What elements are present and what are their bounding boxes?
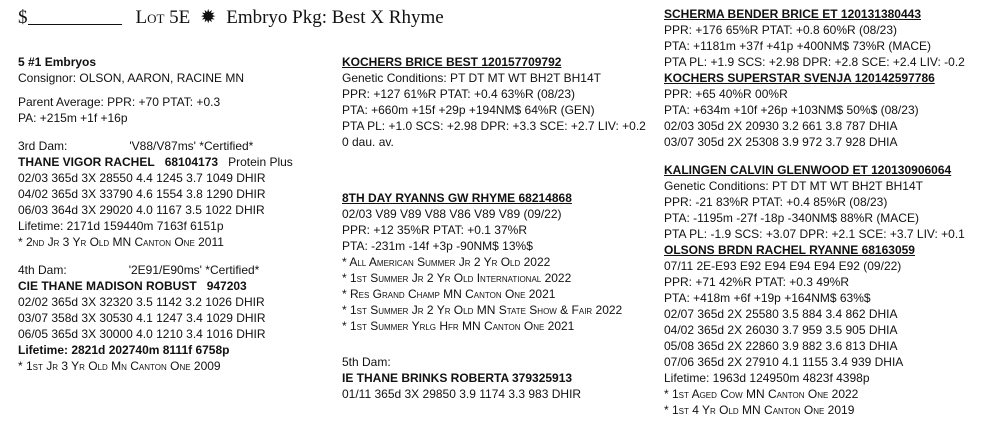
- s1-line: PPR: +176 65%R PTAT: +0.8 60%R (08/23): [664, 23, 898, 37]
- s4-award: * 1st 4 Yr Old MN Canton One 2019: [664, 403, 855, 417]
- dam3-lifetime: Lifetime: 2171d 159440m 7163f 6151p: [18, 219, 224, 233]
- s4-line: 07/11 2E-E93 E92 E94 E94 E94 E92 (09/22): [664, 259, 902, 273]
- s2-name: KOCHERS SUPERSTAR SVENJA 120142597786: [664, 71, 935, 85]
- s1-line: PTA PL: +1.9 SCS: +2.98 DPR: +2.8 SCE: +2.4 LIV: -0.2: [664, 55, 965, 69]
- price-dollar-sign: $: [18, 7, 28, 28]
- s2-line: PPR: +65 40%R 00%R: [664, 87, 788, 101]
- s4-line: Lifetime: 1963d 124950m 4823f 4398p: [664, 371, 870, 385]
- column-dams: [18, 54, 328, 374]
- sire2-award: * 1st Summer Jr 2 Yr Old MN State Show & Fair 2022: [342, 303, 623, 317]
- dam3-reg: 68104173: [164, 155, 219, 169]
- dam3-label: 3rd Dam:: [18, 139, 68, 153]
- s3-line: PPR: -21 83%R PTAT: +0.4 85%R (08/23): [664, 195, 888, 209]
- dam5-record: 01/11 365d 3X 29850 3.9 1174 3.3 983 DHIR: [342, 387, 582, 401]
- dam4-lifetime: Lifetime: 2821d 202740m 8111f 6758p: [18, 343, 230, 357]
- s4-line: PPR: +71 42%R PTAT: +0.3 49%R: [664, 275, 849, 289]
- sire1-line: PTA: +660m +15f +29p +194NM$ 64%R (GEN): [342, 103, 595, 117]
- dam3-label-line: [18, 138, 328, 154]
- embryo-heading: 5 #1 Embryos: [18, 55, 97, 69]
- sire2-award: * Res Grand Champ MN Canton One 2021: [342, 287, 556, 301]
- s4-line: 07/06 365d 2X 27910 4.1 1155 3.4 939 DHIA: [664, 355, 904, 369]
- sire2-line: PTA: -231m -14f +3p -90NM$ 13%$: [342, 239, 533, 253]
- dam3-name-line: [18, 154, 328, 170]
- dam4-award: * 1st Jr 3 Yr Old Mn Canton One 2009: [18, 359, 221, 373]
- sire2-award: * All American Summer Jr 2 Yr Old 2022: [342, 255, 551, 269]
- dam3-class: 'V88/V87ms' *Certified*: [129, 139, 254, 153]
- sire2-award: * 1st Summer Yrlg Hfr MN Canton One 2021: [342, 319, 575, 333]
- sire1-line: PPR: +127 61%R PTAT: +0.4 63%R (08/23): [342, 87, 576, 101]
- column-sires-right: [664, 6, 994, 418]
- s4-award: * 1st Aged Cow MN Canton One 2022: [664, 387, 859, 401]
- dam3-award: * 2nd Jr 3 Yr Old MN Canton One 2011: [18, 235, 224, 249]
- s2-line: PTA: +634m +10f +26p +103NM$ 50%$ (08/23): [664, 103, 919, 117]
- lot-title: Embryo Pkg: Best X Rhyme: [226, 7, 444, 28]
- s2-line: 03/07 305d 2X 25308 3.9 972 3.7 928 DHIA: [664, 135, 898, 149]
- lot-number: Lot 5E: [135, 7, 191, 28]
- consignor-line: Consignor: OLSON, AARON, RACINE MN: [18, 71, 245, 85]
- s3-name: KALINGEN CALVIN GLENWOOD ET 120130906064: [664, 163, 952, 177]
- star-icon: ✹: [200, 7, 217, 28]
- sire2-line: PPR: +12 35%R PTAT: +0.1 37%R: [342, 223, 527, 237]
- dam4-name: CIE THANE MADISON ROBUST: [18, 279, 197, 293]
- s3-line: PTA PL: -1.9 SCS: +3.07 DPR: +2.1 SCE: +3.7 LIV: +0.1: [664, 227, 965, 241]
- price-blank-line: [28, 6, 122, 25]
- dam4-record: 03/07 358d 3X 30530 4.1 1247 3.4 1029 DHIR: [18, 311, 266, 325]
- dam4-label: 4th Dam:: [18, 263, 67, 277]
- s1-line: PTA: +1181m +37f +41p +400NM$ 73%R (MACE): [664, 39, 932, 53]
- column-sires-middle: [342, 54, 657, 402]
- sire2-name: 8TH DAY RYANNS GW RHYME 68214868: [342, 191, 572, 205]
- dam4-class: '2E91/E90ms' *Certified*: [128, 263, 260, 277]
- dam4-reg: 947203: [206, 279, 247, 293]
- dam3-note: Protein Plus: [228, 155, 293, 169]
- parent-average: Parent Average: PPR: +70 PTAT: +0.3: [18, 95, 221, 109]
- dam3-record: 04/02 365d 3X 33790 4.6 1554 3.8 1290 DHIR: [18, 187, 266, 201]
- s3-line: PTA: -1195m -27f -18p -340NM$ 88%R (MACE): [664, 211, 919, 225]
- dam5-label: 5th Dam:: [342, 355, 391, 369]
- s1-name: SCHERMA BENDER BRICE ET 120131380443: [664, 7, 921, 21]
- dam3-name: THANE VIGOR RACHEL: [18, 155, 155, 169]
- s4-line: 05/08 365d 2X 22860 3.9 882 3.6 813 DHIA: [664, 339, 898, 353]
- sire1-line: Genetic Conditions: PT DT MT WT BH2T BH14T: [342, 71, 601, 85]
- dam3-record: 06/03 364d 3X 29020 4.0 1167 3.5 1022 DHIR: [18, 203, 265, 217]
- catalog-header: [18, 6, 444, 30]
- s4-line: 04/02 365d 2X 26030 3.7 959 3.5 905 DHIA: [664, 323, 898, 337]
- dam3-record: 02/03 365d 3X 28550 4.4 1245 3.7 1049 DHIR: [18, 171, 266, 185]
- s2-line: 02/03 305d 2X 20930 3.2 661 3.8 787 DHIA: [664, 119, 898, 133]
- dam4-record: 06/05 365d 3X 30000 4.0 1210 3.4 1016 DHIR: [18, 327, 266, 341]
- dam4-label-line: [18, 262, 328, 278]
- sire1-line: 0 dau. av.: [342, 135, 394, 149]
- dam4-name-line: [18, 278, 328, 294]
- sire2-line: 02/03 V89 V89 V88 V86 V89 V89 (09/22): [342, 207, 562, 221]
- s4-line: 02/07 365d 2X 25580 3.5 884 3.4 862 DHIA: [664, 307, 898, 321]
- sire2-award: * 1st Summer Jr 2 Yr Old International 2022: [342, 271, 572, 285]
- dam4-record: 02/02 365d 3X 32320 3.5 1142 3.2 1026 DHIR: [18, 295, 265, 309]
- sire1-line: PTA PL: +1.0 SCS: +2.98 DPR: +3.3 SCE: +2.7 LIV: +0.2: [342, 119, 646, 133]
- sire1-name: KOCHERS BRICE BEST 120157709792: [342, 55, 562, 69]
- dam5-name: IE THANE BRINKS ROBERTA 379325913: [342, 371, 573, 385]
- s4-line: PTA: +418m +6f +19p +164NM$ 63%$: [664, 291, 871, 305]
- s3-line: Genetic Conditions: PT DT MT WT BH2T BH14T: [664, 179, 923, 193]
- pa-line: PA: +215m +1f +16p: [18, 111, 128, 125]
- s4-name: OLSONS BRDN RACHEL RYANNE 68163059: [664, 243, 915, 257]
